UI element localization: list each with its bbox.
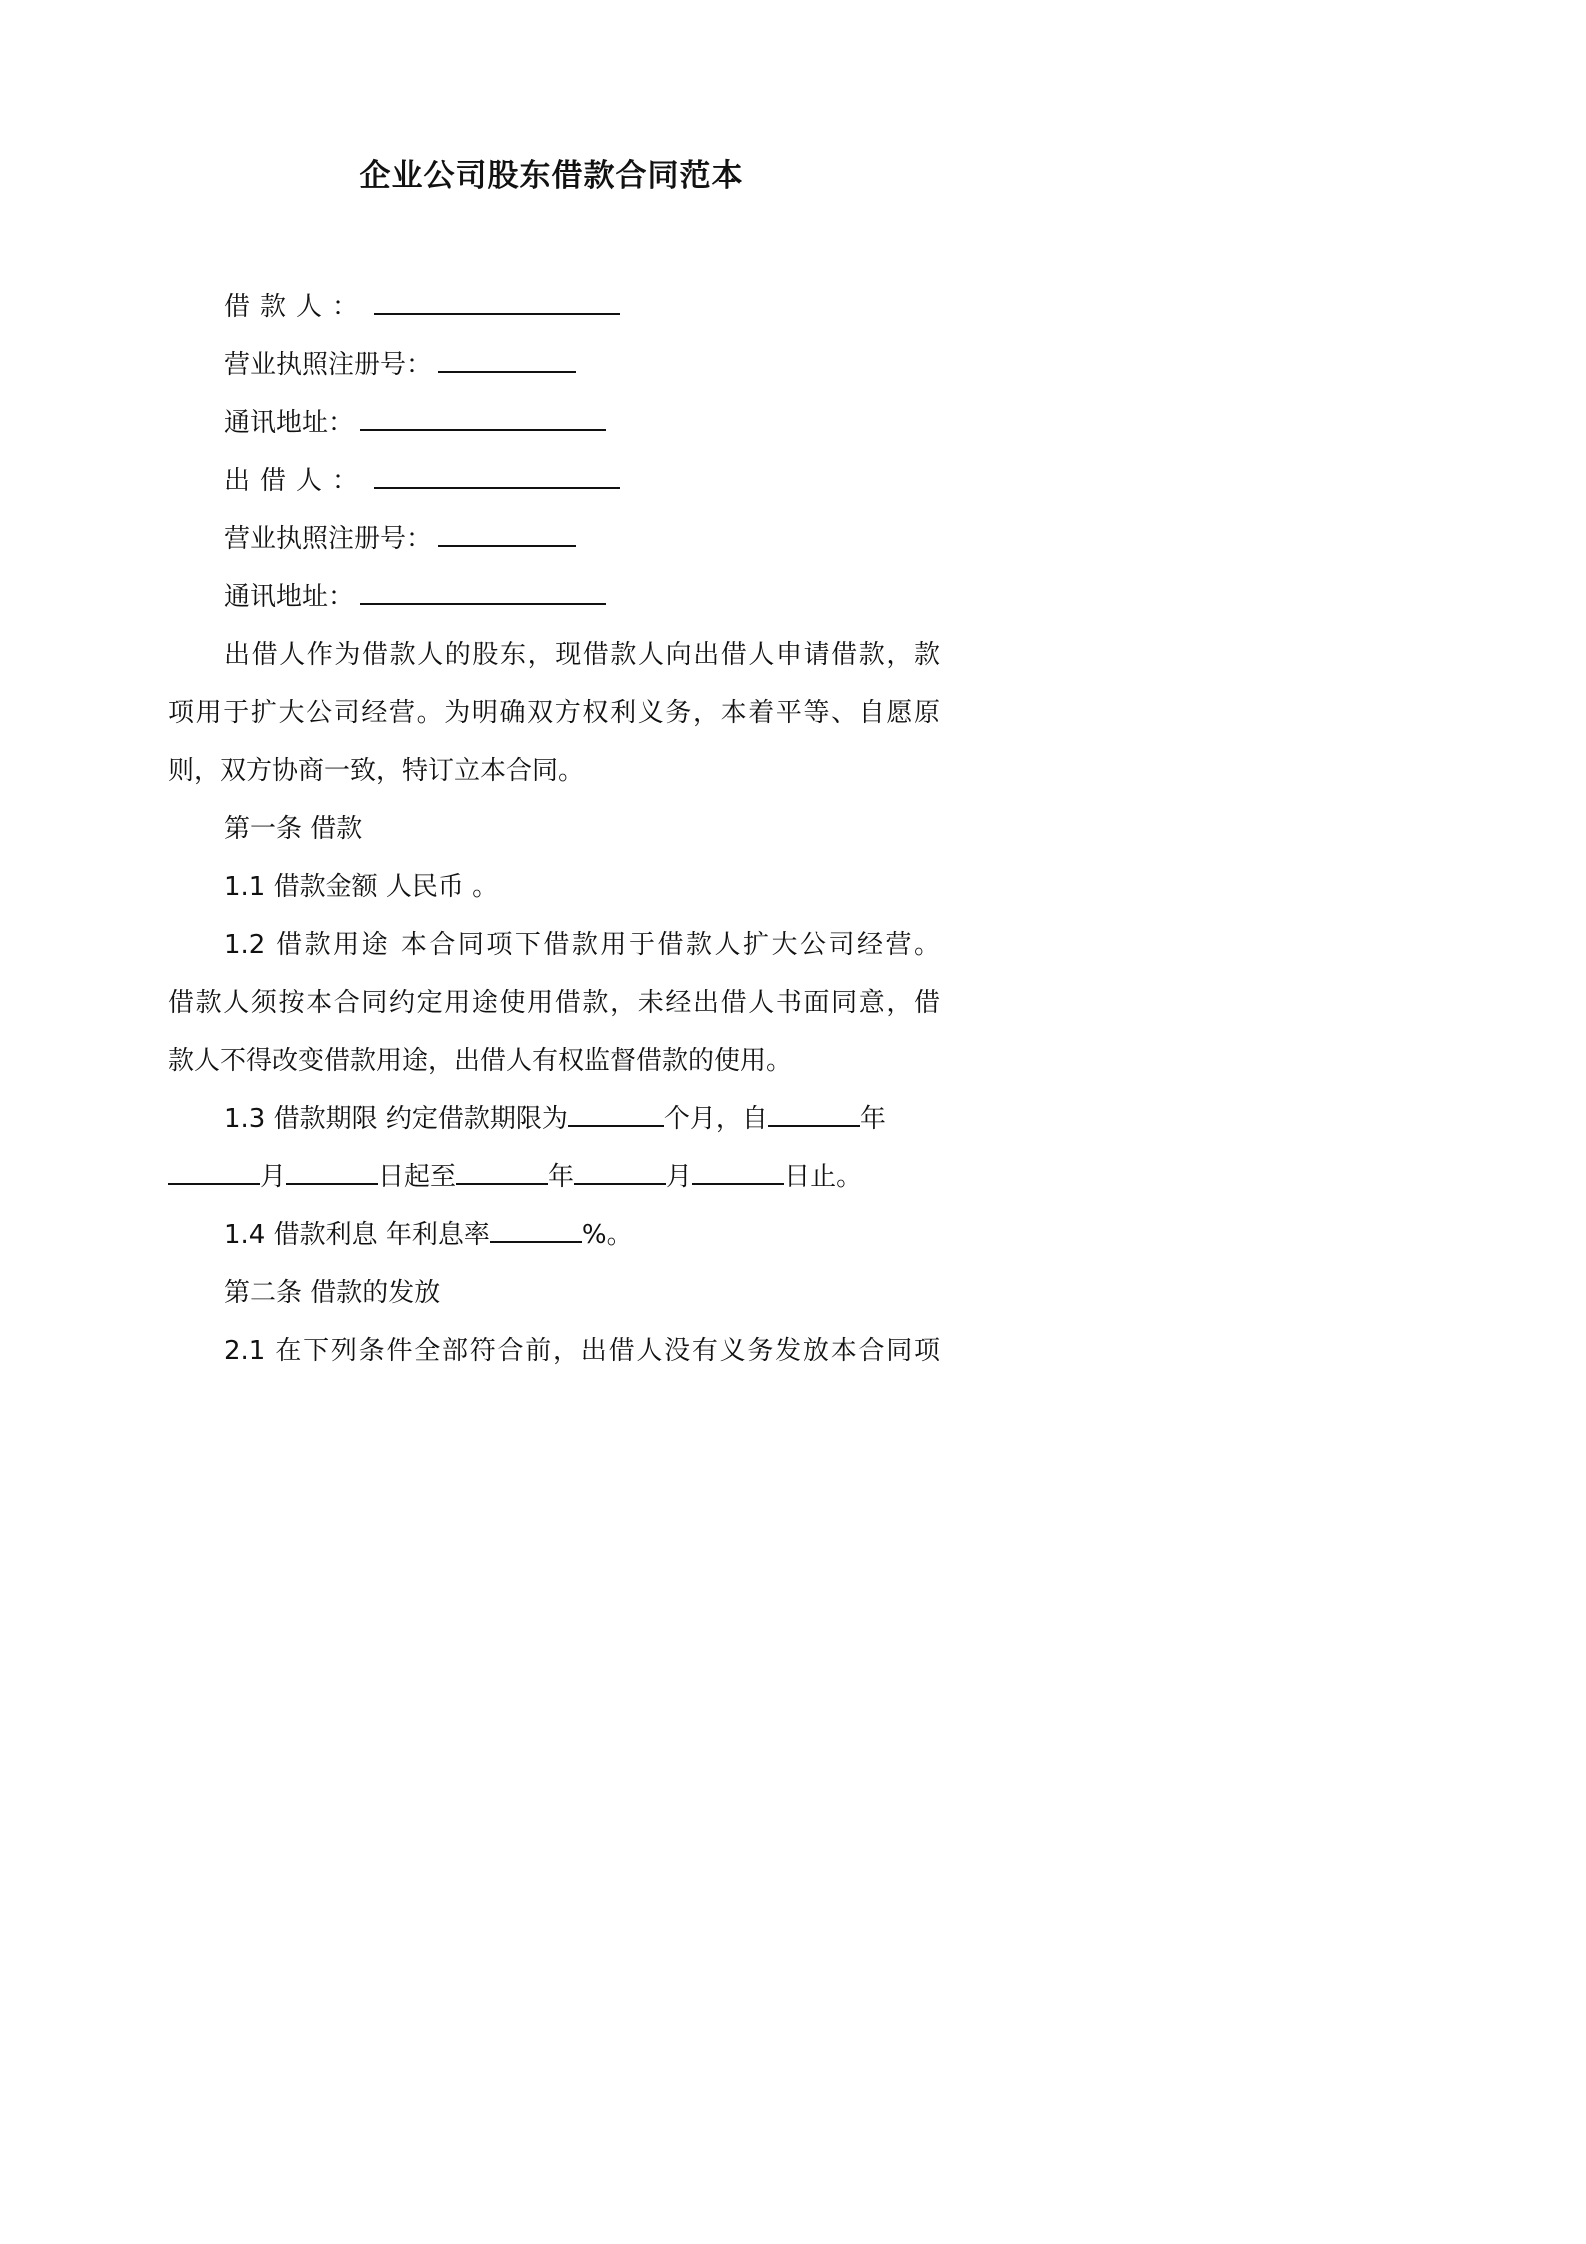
end-day-blank bbox=[692, 1159, 784, 1185]
clause-1-3-text-g: 月 bbox=[666, 1162, 693, 1192]
lender-license-label: 营业执照注册号： bbox=[224, 524, 433, 554]
lender-blank bbox=[374, 461, 620, 489]
start-day-blank bbox=[286, 1159, 378, 1185]
clause-1-4-text-a: 1.4 借款利息 年利息率 bbox=[224, 1220, 490, 1250]
clause-1-3-text-f: 年 bbox=[548, 1162, 575, 1192]
clause-1-3-text-c: 年 bbox=[859, 1104, 886, 1134]
lender-license-field bbox=[224, 519, 576, 559]
start-month-blank bbox=[168, 1159, 260, 1185]
clause-1-3-text-b: 个月，自 bbox=[663, 1104, 768, 1134]
intro-line-2: 项用于扩大公司经营。为明确双方权利义务，本着平等、自愿原 bbox=[168, 698, 940, 728]
article-2-heading: 第二条 借款的发放 bbox=[224, 1278, 441, 1308]
borrower-license-label: 营业执照注册号： bbox=[224, 350, 433, 380]
end-year-blank bbox=[456, 1159, 548, 1185]
borrower-blank bbox=[374, 287, 620, 315]
clause-1-3-text-h: 日止。 bbox=[784, 1162, 863, 1192]
clause-1-3-line-1 bbox=[224, 1099, 886, 1139]
clause-1-3-text-e: 日起至 bbox=[378, 1162, 457, 1192]
borrower-field bbox=[224, 287, 620, 327]
clause-1-2-line-2: 借款人须按本合同约定用途使用借款，未经出借人书面同意，借 bbox=[168, 988, 940, 1018]
clause-1-4-text-b: %。 bbox=[581, 1220, 633, 1250]
clause-2-1: 2.1 在下列条件全部符合前，出借人没有义务发放本合同项 bbox=[224, 1336, 940, 1366]
borrower-address-field bbox=[224, 403, 606, 443]
clause-1-2-line-3: 款人不得改变借款用途，出借人有权监督借款的使用。 bbox=[168, 1046, 793, 1076]
clause-1-3-line-2 bbox=[168, 1157, 862, 1197]
clause-1-2-line-1: 1.2 借款用途 本合同项下借款用于借款人扩大公司经营。 bbox=[224, 930, 940, 960]
borrower-label: 借款人： bbox=[224, 292, 369, 322]
clause-1-4 bbox=[224, 1215, 633, 1255]
clause-1-1: 1.1 借款金额 人民币 。 bbox=[224, 872, 499, 902]
lender-address-label: 通讯地址： bbox=[224, 582, 355, 612]
start-year-blank bbox=[768, 1101, 860, 1127]
intro-line-3: 则，双方协商一致，特订立本合同。 bbox=[168, 756, 585, 786]
borrower-address-blank bbox=[360, 403, 606, 431]
borrower-address-label: 通讯地址： bbox=[224, 408, 355, 438]
lender-address-field bbox=[224, 577, 606, 617]
interest-rate-blank bbox=[490, 1217, 582, 1243]
article-1-heading: 第一条 借款 bbox=[224, 814, 363, 844]
clause-1-3-text-d: 月 bbox=[260, 1162, 287, 1192]
term-months-blank bbox=[568, 1101, 664, 1127]
borrower-license-field bbox=[224, 345, 576, 385]
lender-field bbox=[224, 461, 620, 501]
end-month-blank bbox=[574, 1159, 666, 1185]
clause-1-3-text-a: 1.3 借款期限 约定借款期限为 bbox=[224, 1104, 568, 1134]
borrower-license-blank bbox=[438, 345, 576, 373]
lender-label: 出借人： bbox=[224, 466, 369, 496]
document-page bbox=[0, 0, 1103, 1561]
document-title: 企业公司股东借款合同范本 bbox=[359, 158, 744, 194]
intro-line-1: 出借人作为借款人的股东，现借款人向出借人申请借款，款 bbox=[224, 640, 940, 670]
lender-address-blank bbox=[360, 577, 606, 605]
lender-license-blank bbox=[438, 519, 576, 547]
